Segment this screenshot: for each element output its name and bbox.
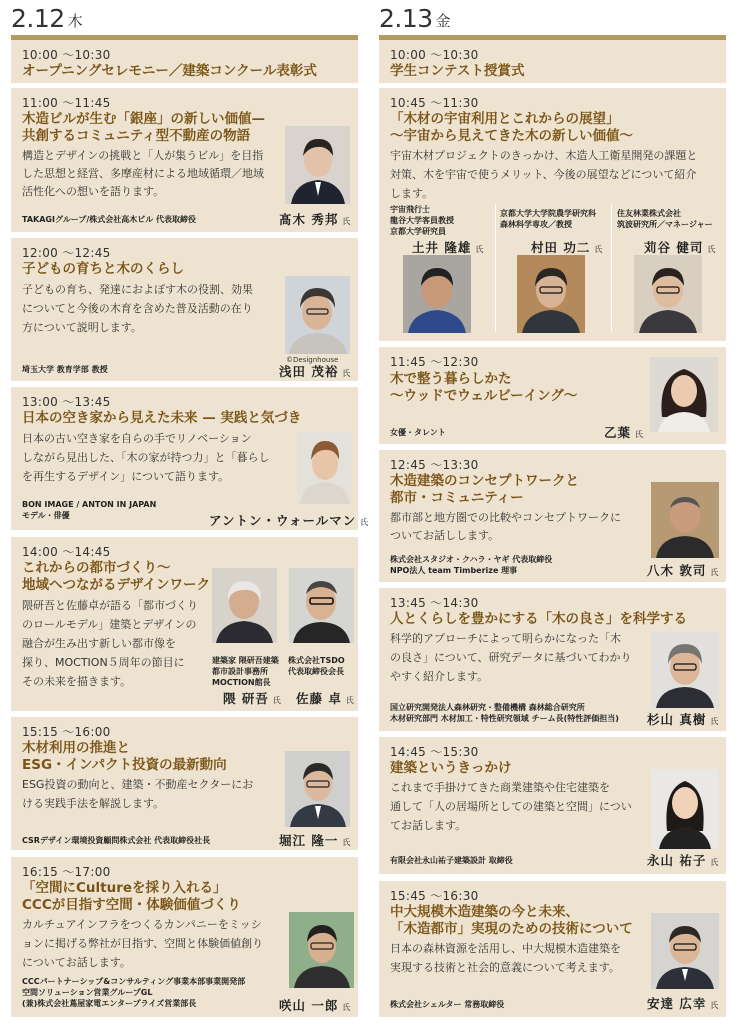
session-title: 木で整う暮らしかた	[390, 371, 512, 387]
session-description: 方について説明します。	[22, 321, 142, 334]
weekday-label: 金	[435, 12, 451, 30]
speaker-affiliation: 有限会社永山祐子建築設計 取締役	[390, 856, 513, 865]
session-description: カルチュアインフラをつくるカンパニーをミッシ	[22, 918, 262, 931]
session-description: についてと今後の木育を含めた普及活動の在り	[22, 302, 253, 315]
speaker-photo	[651, 632, 719, 708]
session-title: ESG・インパクト投資の最新動向	[22, 757, 227, 773]
speaker-name: 隈 研吾 氏	[223, 691, 281, 706]
session-description: の良さ」について、研究データに基づいてわかり	[390, 651, 632, 664]
session-title: 「木造都市」実現のための技術について	[390, 921, 633, 937]
session-description: 日本の森林資源を活用し、中大規模木造建築を	[390, 942, 621, 955]
speaker-affiliation: NPO法人 team Timberize 理事	[390, 566, 518, 575]
session-card	[379, 450, 726, 582]
session-title: 共創するコミュニティ型不動産の物語	[22, 128, 251, 144]
session-time: 10:00 〜10:30	[390, 48, 479, 62]
session-time: 14:45 〜15:30	[390, 745, 479, 759]
session-title: 木造ビルが生む「銀座」の新しい価値—	[22, 111, 265, 127]
speaker-affiliation: 株式会社TSDO	[288, 656, 345, 665]
session-description: 融合が生み出す新しい都市像を	[22, 637, 176, 650]
speaker-name: 堀江 隆一 氏	[279, 833, 351, 848]
session-time: 12:45 〜13:30	[390, 458, 479, 472]
day-column-right	[379, 0, 726, 1011]
speaker-affiliation: BON IMAGE / ANTON IN JAPAN	[22, 500, 157, 509]
session-title: 〜ウッドでウェルビーイング〜	[390, 388, 578, 404]
speaker-affiliation: CSRデザイン環境投資顧問株式会社 代表取締役社長	[22, 836, 211, 845]
session-title: 中大規模木造建築の今と未来、	[390, 904, 579, 920]
photo-credit: ©Designhouse	[286, 356, 339, 364]
speaker-divider	[611, 204, 612, 332]
speaker-name: 咲山 一郎 氏	[279, 998, 351, 1013]
session-description: 隈研吾と佐藤卓が語る「都市づくり	[22, 599, 198, 612]
speaker-affiliation: (兼)株式会社蔦屋家電エンタープライズ営業部長	[22, 999, 197, 1008]
session-time: 14:00 〜14:45	[22, 545, 111, 559]
session-card	[11, 537, 358, 711]
session-description: についてお話します。	[22, 956, 131, 969]
speaker-name: 村田 功二 氏	[531, 240, 603, 255]
session-description: 実現する技術と社会的意義について考えます。	[390, 961, 620, 974]
speaker-name: 八木 敦司 氏	[647, 563, 719, 578]
speaker-affiliation: モデル・俳優	[22, 511, 70, 520]
session-title: 都市・コミュニティー	[390, 490, 524, 506]
session-description: ける実践手法を解説します。	[22, 797, 165, 810]
speaker-photo	[651, 482, 719, 558]
session-description: 対策、木を宇宙で使うメリット、今後の展望などについて紹介	[390, 168, 697, 181]
session-time: 16:15 〜17:00	[22, 865, 111, 879]
session-title: 人とくらしを豊かにする「木の良さ」を科学する	[390, 611, 687, 627]
session-card	[379, 737, 726, 874]
session-card	[379, 40, 726, 83]
speaker-photo	[212, 568, 277, 643]
date-number: 2.12	[11, 4, 65, 33]
session-card	[11, 717, 358, 850]
speaker-affiliation: 株式会社スタジオ・クハラ・ヤギ 代表取締役	[390, 555, 553, 564]
speaker-affiliation: CCCパートナーシップ&コンサルティング事業本部事業開発部	[22, 977, 246, 986]
speaker-photo	[650, 357, 718, 432]
speaker-name: 苅谷 健司 氏	[644, 240, 716, 255]
session-card	[11, 88, 358, 232]
speaker-name: 乙葉 氏	[604, 425, 644, 440]
session-title: 「木材の宇宙利用とこれからの展望」	[390, 111, 620, 127]
session-description: ョンに掲げる弊社が目指す、空間と体験価値創り	[22, 937, 264, 950]
session-description: した思想と経営、多摩産材による地域循環／地域	[22, 167, 264, 180]
session-card	[11, 238, 358, 381]
date-heading	[379, 0, 726, 32]
session-time: 13:00 〜13:45	[22, 395, 111, 409]
session-description: てお話します。	[390, 819, 467, 832]
speaker-photo	[297, 432, 352, 504]
weekday-label: 木	[67, 12, 83, 30]
speaker-affiliation: 宇宙飛行士	[390, 205, 430, 214]
speaker-divider	[495, 204, 496, 332]
session-description: 日本の古い空き家を自らの手でリノベーション	[22, 432, 252, 445]
session-card	[379, 88, 726, 341]
speaker-name: 土井 隆雄 氏	[412, 240, 484, 255]
speaker-photo	[289, 568, 354, 643]
session-time: 15:15 〜16:00	[22, 725, 111, 739]
session-title: 「空間にCultureを採り入れる」	[22, 880, 227, 896]
speaker-affiliation: 京都大学研究員	[390, 227, 446, 236]
speaker-name: 永山 祐子 氏	[647, 853, 719, 868]
session-title: 木材利用の推進と	[22, 740, 130, 756]
date-number: 2.13	[379, 4, 433, 33]
session-card	[11, 387, 369, 530]
session-card	[11, 40, 358, 83]
session-title: 日本の空き家から見えた未来 — 実践と気づき	[22, 410, 302, 426]
session-title: 建築というきっかけ	[390, 760, 512, 776]
session-description: 子どもの育ち、発達におよぼす木の役割、効果	[22, 283, 253, 296]
speaker-affiliation: 国立研究開発法人森林研究・整備機構 森林総合研究所	[390, 703, 585, 712]
session-title: 木造建築のコンセプトワークと	[390, 473, 579, 489]
speaker-affiliation: 龍谷大学客員教授	[390, 216, 454, 225]
speaker-affiliation: 都市設計事務所	[212, 667, 268, 676]
session-description: その未来を描きます。	[22, 675, 132, 688]
speaker-affiliation: 空間ソリューション営業グループGL	[22, 988, 153, 997]
session-description: 科学的アプローチによって明らかになった「木	[390, 632, 621, 645]
speaker-photo	[634, 255, 702, 333]
session-time: 11:00 〜11:45	[22, 96, 111, 110]
speaker-affiliation: 住友林業株式会社	[617, 209, 681, 218]
speaker-affiliation: 筑波研究所／マネージャー	[617, 220, 713, 229]
session-card	[379, 881, 726, 1017]
speaker-photo	[285, 126, 350, 204]
session-description: 通して「人の居場所としての建築と空間」につい	[390, 800, 632, 813]
session-description: やすく紹介します。	[390, 670, 489, 683]
speaker-photo	[651, 769, 719, 849]
speaker-name: 安達 広幸 氏	[647, 996, 719, 1011]
speaker-affiliation: 木材研究部門 木材加工・特性研究領域 チーム長(特性評価担当)	[390, 714, 619, 723]
session-description: ESG投資の動向と、建築・不動産セクターにお	[22, 778, 254, 791]
session-description: ついてお話しします。	[390, 529, 500, 542]
speaker-name: 杉山 真樹 氏	[647, 712, 719, 727]
session-description: 構造とデザインの挑戦と「人が集うビル」を目指	[22, 149, 264, 162]
session-time: 10:00 〜10:30	[22, 48, 111, 62]
speaker-affiliation: 森林科学専攻／教授	[500, 220, 572, 229]
session-time: 13:45 〜14:30	[390, 596, 479, 610]
session-description: します。	[390, 187, 434, 200]
session-title: CCCが目指す空間・体験価値づくり	[22, 897, 241, 913]
session-time: 15:45 〜16:30	[390, 889, 479, 903]
session-description: のロールモデル」建築とデザインの	[22, 618, 197, 631]
session-card	[11, 857, 358, 1017]
session-time: 11:45 〜12:30	[390, 355, 479, 369]
speaker-affiliation: 株式会社シェルター 常務取締役	[390, 1000, 505, 1009]
session-card	[379, 347, 726, 444]
session-title: 学生コンテスト授賞式	[390, 63, 525, 79]
session-description: 宇宙木材プロジェクトのきっかけ、木造人工衛星開発の課題と	[390, 149, 698, 162]
speaker-affiliation: 女優・タレント	[390, 428, 446, 437]
session-title: 〜宇宙から見えてきた木の新しい価値〜	[390, 128, 633, 144]
speaker-photo	[285, 751, 350, 827]
speaker-name: 浅田 茂裕 氏	[279, 364, 351, 379]
session-title: 地域へつながるデザインワーク	[22, 577, 211, 593]
speaker-affiliation: 埼玉大学 教育学部 教授	[22, 365, 108, 374]
speaker-affiliation: 代表取締役会長	[288, 667, 344, 676]
session-title: 子どもの育ちと木のくらし	[22, 261, 184, 277]
session-description: しながら見出した、「木の家が持つ力」と「暮らし	[22, 451, 270, 464]
day-column-left	[11, 0, 369, 1013]
session-description: を再生するデザイン」について語ります。	[22, 470, 230, 483]
speaker-photo	[403, 255, 471, 333]
speaker-photo	[517, 255, 585, 333]
session-title: これからの都市づくり〜	[22, 560, 171, 576]
session-description: これまで手掛けてきた商業建築や住宅建築を	[390, 781, 610, 794]
speaker-photo	[285, 276, 350, 354]
session-time: 10:45 〜11:30	[390, 96, 479, 110]
session-description: 都市部と地方圏での比較やコンセプトワークに	[390, 511, 621, 524]
date-heading	[11, 0, 358, 32]
speaker-affiliation: MOCTION館長	[212, 678, 271, 687]
speaker-name: アントン・ウォールマン 氏	[209, 513, 369, 528]
speaker-name: 佐藤 卓 氏	[296, 691, 354, 706]
speaker-name: 髙木 秀邦 氏	[279, 212, 351, 227]
session-card	[379, 588, 726, 731]
speaker-affiliation: 建築家 隈研吾建築	[212, 656, 279, 665]
session-time: 12:00 〜12:45	[22, 246, 111, 260]
session-title: オープニングセレモニー／建築コンクール表彰式	[22, 63, 317, 79]
session-description: 活性化への想いを語ります。	[22, 185, 165, 198]
session-description: 探り、MOCTION５周年の節目に	[22, 656, 185, 669]
speaker-photo	[289, 912, 354, 988]
speaker-photo	[651, 913, 719, 989]
speaker-affiliation: 京都大学大学院農学研究科	[500, 209, 596, 218]
speaker-affiliation: TAKAGIグループ/株式会社高木ビル 代表取締役	[22, 215, 197, 224]
